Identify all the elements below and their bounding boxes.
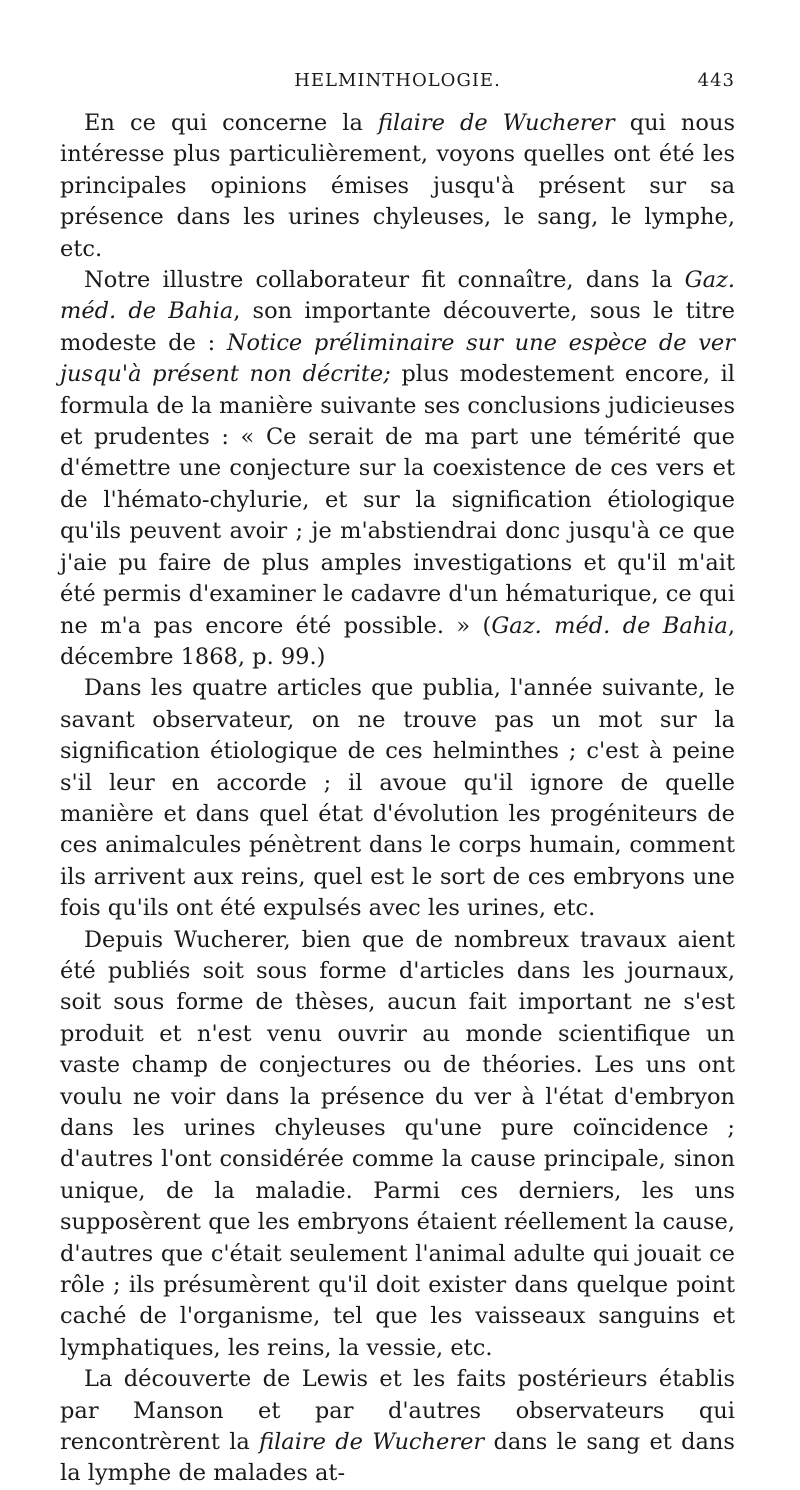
page-number: 443 xyxy=(697,70,735,91)
body-text xyxy=(60,108,735,1490)
italic-citation: Gaz. méd. de Bahia xyxy=(491,612,728,639)
paragraph-4 xyxy=(60,925,735,1365)
text-segment: La découverte de Lewis et les faits postérieurs établis par Manson et par d'autres observateurs qui rencontrèrent la xyxy=(60,1366,735,1456)
paragraph-3 xyxy=(60,673,735,924)
text-segment: En ce qui concerne la xyxy=(84,110,378,136)
italic-term: filaire de Wucherer xyxy=(378,110,615,136)
paragraph-5 xyxy=(60,1364,735,1490)
paragraph-1 xyxy=(60,108,735,265)
text-segment: Depuis Wucherer, bien que de nombreux travaux aient été publiés soit sous forme d'articles dans les journaux, soit sous forme de thèses, aucun fait important ne s'est produit et n'est venu ouvrir au monde scientifique un vaste champ de conjectures ou de théories. Les uns ont voulu ne voir dans la présence du ver à l'état d'embryon dans les urines chyleuses qu'une pure coïncidence ; d'autres l'ont considérée comme la cause principale, sinon unique, de la maladie. Parmi ces derniers, les uns supposèrent que les embryons étaient réellement la cause, d'autres que c'était seulement l'animal adulte qui jouait ce rôle ; ils présumèrent qu'il doit exister dans quelque point caché de l'organisme, tel que les vaisseaux sanguins et lymphatiques, les reins, la vessie, etc. xyxy=(60,926,735,1361)
text-segment: qui nous intéresse plus particulièrement, voyons quelles ont été les principales opinions émises jusqu'à présent sur sa présence dans les urines chyleuses, le sang, le lymphe, etc. xyxy=(60,110,735,262)
italic-citation: Gaz. méd. de Bahia xyxy=(60,267,735,325)
text-segment: dans le sang et dans la lymphe de malades at- xyxy=(60,1429,735,1487)
running-title: HELMINTHOLOGIE. xyxy=(294,70,501,91)
running-header xyxy=(60,70,735,100)
text-segment: Dans les quatre articles que publia, l'année suivante, le savant observateur, on ne trouve pas un mot sur la signification étiologique de ces helminthes ; c'est à peine s'il leur en accorde ; il avoue qu'il ignore de quelle manière et dans quel état d'évolution les progéniteurs de ces animalcules pénètrent dans le corps humain, comment ils arrivent aux reins, quel est le sort de ces embryons une fois qu'ils ont été expulsés avec les urines, etc. xyxy=(60,675,735,922)
text-segment: Notre illustre collaborateur fit connaître, dans la xyxy=(84,267,685,294)
italic-term: filaire de Wucherer xyxy=(259,1429,485,1456)
text-segment: plus modestement encore, il formula de la manière suivante ses conclusions judicieuses et prudentes : « Ce serait de ma part une témérité que d'émettre une conjecture sur la coexistence de ces vers et de l'hémato-chylurie, et sur la signification étiologique qu'ils peuvent avoir ; je m'abstiendrai donc jusqu'à ce que j'aie pu faire de plus amples investigations et qu'il m'ait été permis d'examiner le cadavre d'un hématurique, ce qui ne m'a pas encore été possible. » ( xyxy=(60,361,735,639)
paragraph-2 xyxy=(60,265,735,673)
text-segment: , son importante découverte, sous le titre modeste de : xyxy=(60,298,735,356)
italic-title: Notice préliminaire sur une espèce de ver jusqu'à présent non décrite; xyxy=(60,329,735,388)
text-segment: , décembre 1868, p. 99.) xyxy=(60,612,735,670)
